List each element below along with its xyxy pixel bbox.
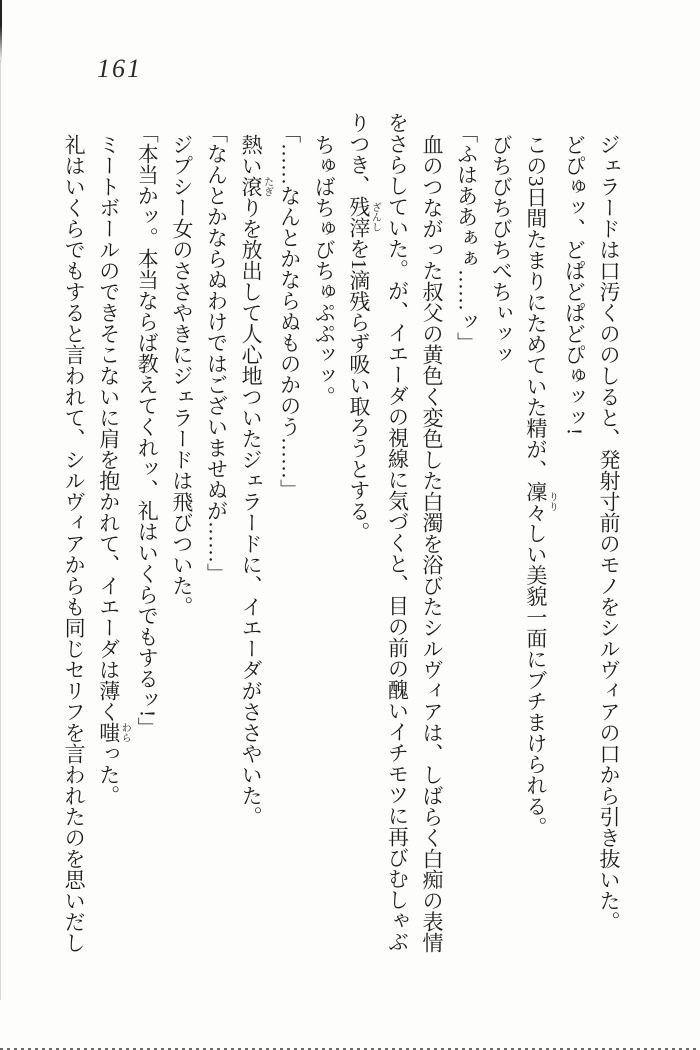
text-line: りつき、残滓ざんしを1滴残らず吸い取ろうとする。 — [346, 112, 381, 543]
text-line: をさらしていた。が、イエーダの視線に気づくと、目の前の醜いイチモツに再びむしゃぶ — [385, 112, 410, 952]
text-line: 「本当かッ。本当ならば教えてくれッ、礼はいくらでもするッ!」 — [135, 122, 160, 738]
furigana: わら — [119, 722, 131, 743]
text-block — [57, 112, 627, 1017]
text-line: ジプシー女のささやきにジェラードは飛びついた。 — [169, 134, 194, 617]
scan-edge-artifact-left-top — [0, 0, 2, 64]
text-line: この3日間たまりにためていた精が、凜々りりしい美貌一面にブチまけられる。 — [523, 134, 558, 838]
text-line: ちゅばちゅびちゅぷぷッッ。 — [312, 134, 337, 407]
furigana: たぎ — [261, 176, 273, 197]
ruby-annotated-word: 凜々りり — [523, 480, 558, 523]
ruby-annotated-word: 残滓ざんし — [346, 196, 381, 238]
text-line: 礼はいくらでもすると言われて、シルヴィアからも同じセリフを言われたのを思いだし — [62, 134, 87, 953]
text-line: びちびちびちべちぃッッ — [489, 134, 514, 365]
text-line: 血のつながった叔父の黄色く変色した白濁を浴びたシルヴィアは、しばらく白痴の表情 — [420, 134, 445, 953]
text-line: 「ふはああぁぁ……ッ」 — [454, 122, 479, 353]
text-line: 熱い滾たぎりを放出して人心地ついたジェラードに、イエーダがささやいた。 — [239, 134, 273, 827]
page-number: 161 — [97, 54, 142, 83]
scan-edge-artifact-left — [0, 60, 1, 1000]
text-line: ミートボールのできそこないに肩を抱かれて、イエーダは薄く嗤わらった。 — [96, 134, 131, 806]
text-line: どぴゅッ、どぱどぱどぴゅッッ! — [562, 134, 587, 435]
text-line: 「……なんとかならぬものかのう……」 — [277, 122, 302, 500]
furigana: りり — [546, 480, 558, 523]
furigana: ざんし — [369, 196, 381, 238]
ruby-annotated-word: 滾たぎ — [239, 176, 273, 197]
ruby-annotated-word: 嗤わら — [96, 722, 131, 743]
text-line: 「なんとかならぬわけではございませぬが……」 — [204, 122, 229, 584]
text-line: ジェラードは口汚くののしると、発射寸前のモノをシルヴィアの口から引き抜いた。 — [597, 134, 621, 932]
